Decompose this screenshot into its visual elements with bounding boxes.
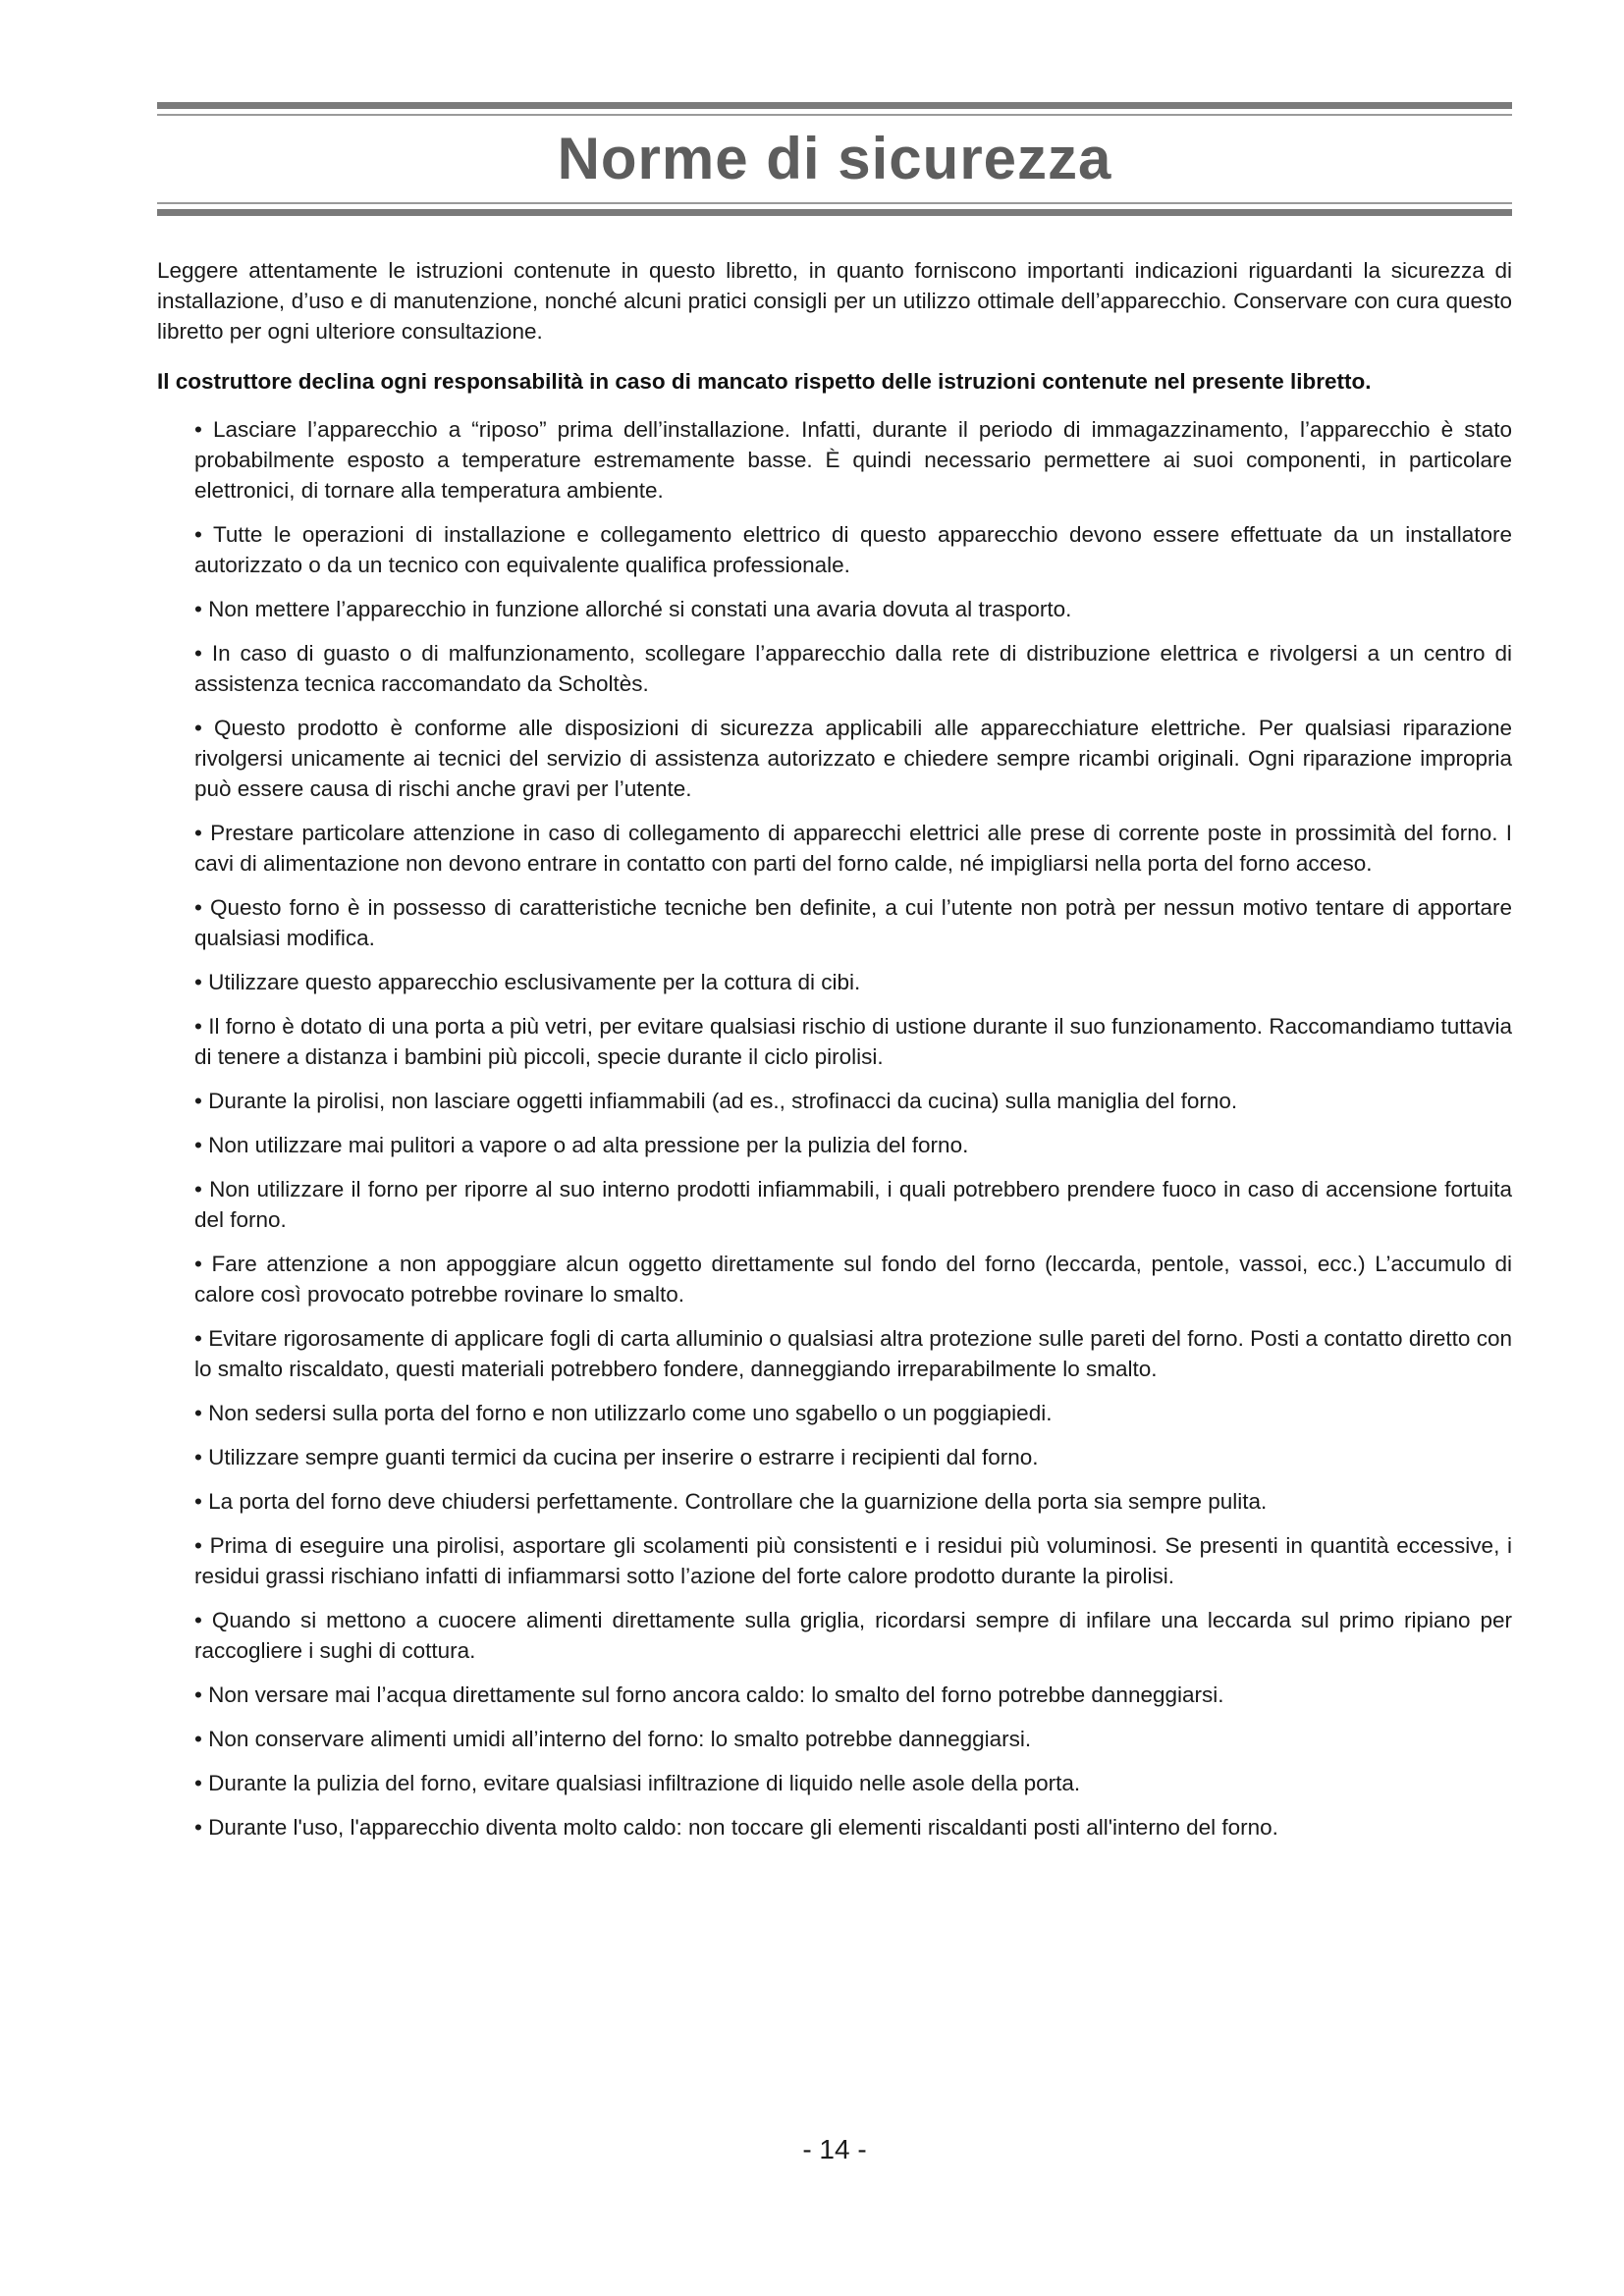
- list-item-text: Quando si mettono a cuocere alimenti direttamente sulla griglia, ricordarsi sempre di infilare una leccarda sul primo ripiano per raccogliere i sughi di cottura.: [194, 1608, 1512, 1663]
- list-item: [194, 713, 1512, 804]
- list-item: [194, 1249, 1512, 1309]
- list-item-text: La porta del forno deve chiudersi perfettamente. Controllare che la guarnizione della porta sia sempre pulita.: [208, 1489, 1268, 1514]
- bullet-icon: •: [194, 641, 202, 666]
- liability-warning: Il costruttore declina ogni responsabilità in caso di mancato rispetto delle istruzioni contenute nel presente libretto.: [157, 369, 1372, 394]
- page-title: Norme di sicurezza: [557, 126, 1112, 191]
- list-item-text: Non utilizzare mai pulitori a vapore o ad alta pressione per la pulizia del forno.: [208, 1133, 969, 1157]
- bullet-icon: •: [194, 1489, 202, 1514]
- list-item-text: Durante l'uso, l'apparecchio diventa molto caldo: non toccare gli elementi riscaldanti posti all'interno del forno.: [208, 1815, 1278, 1840]
- bullet-icon: •: [194, 1089, 202, 1113]
- list-item-text: Prestare particolare attenzione in caso di collegamento di apparecchi elettrici alle prese di corrente poste in prossimità del forno. I cavi di alimentazione non devono entrare in contatto con parti del forno calde, né impigliarsi nella porta del forno acceso.: [194, 821, 1512, 876]
- list-item-text: Non versare mai l’acqua direttamente sul forno ancora caldo: lo smalto del forno potrebbe danneggiarsi.: [208, 1682, 1224, 1707]
- bullet-icon: •: [194, 1608, 202, 1632]
- bottom-rule-thick: [157, 209, 1512, 216]
- list-item: [194, 892, 1512, 953]
- intro-paragraph: Leggere attentamente le istruzioni contenute in questo libretto, in quanto forniscono importanti indicazioni riguardanti la sicurezza di installazione, d’uso e di manutenzione, nonché alcuni pratici consigli per un utilizzo ottimale dell’apparecchio. Conservare con cura questo libretto per ogni ulteriore consultazione.: [157, 258, 1512, 344]
- bullet-icon: •: [194, 1727, 202, 1751]
- list-item: [194, 1486, 1512, 1517]
- bullet-icon: •: [194, 1771, 202, 1795]
- list-item-text: Il forno è dotato di una porta a più vetri, per evitare qualsiasi rischio di ustione durante il suo funzionamento. Raccomandiamo tuttavia di tenere a distanza i bambini più piccoli, specie durante il ciclo pirolisi.: [194, 1014, 1512, 1069]
- list-item-text: Utilizzare questo apparecchio esclusivamente per la cottura di cibi.: [208, 970, 861, 994]
- list-item-text: In caso di guasto o di malfunzionamento, scollegare l’apparecchio dalla rete di distribuzione elettrica e rivolgersi a un centro di assistenza tecnica raccomandato da Scholtès.: [194, 641, 1512, 696]
- list-item: [194, 414, 1512, 506]
- list-item-text: Non sedersi sulla porta del forno e non utilizzarlo come uno sgabello o un poggiapiedi.: [208, 1401, 1053, 1425]
- bullet-icon: •: [194, 1133, 202, 1157]
- list-item: [194, 638, 1512, 699]
- list-item: [194, 1011, 1512, 1072]
- top-rule-thin: [157, 114, 1512, 116]
- top-rule-thick: [157, 102, 1512, 109]
- list-item-text: Questo prodotto è conforme alle disposizioni di sicurezza applicabili alle apparecchiature elettriche. Per qualsiasi riparazione rivolgersi unicamente ai tecnici del servizio di assistenza autorizzato e chiedere sempre ricambi originali. Ogni riparazione impropria può essere causa di rischi anche gravi per l’utente.: [194, 716, 1512, 801]
- bullet-icon: •: [194, 417, 202, 442]
- page-number: - 14 -: [802, 2134, 867, 2164]
- title-block: [157, 102, 1512, 216]
- list-item-text: Prima di eseguire una pirolisi, asportare gli scolamenti più consistenti e i residui più voluminosi. Se presenti in quantità eccessive, i residui grassi rischiano infatti di infiammarsi sotto l’azione del forte calore prodotto durante la pirolisi.: [194, 1533, 1512, 1588]
- bullet-icon: •: [194, 895, 202, 920]
- bullet-icon: •: [194, 522, 202, 547]
- bullet-icon: •: [194, 1815, 202, 1840]
- list-item-text: Durante la pulizia del forno, evitare qualsiasi infiltrazione di liquido nelle asole della porta.: [208, 1771, 1081, 1795]
- list-item: [194, 1174, 1512, 1235]
- list-item: [194, 1724, 1512, 1754]
- list-item: [194, 1086, 1512, 1116]
- bullet-icon: •: [194, 1445, 202, 1469]
- bullet-icon: •: [194, 1682, 202, 1707]
- list-item: [194, 1605, 1512, 1666]
- bullet-icon: •: [194, 597, 202, 621]
- bullet-icon: •: [194, 821, 202, 845]
- list-item-text: Tutte le operazioni di installazione e collegamento elettrico di questo apparecchio devono essere effettuate da un installatore autorizzato o da un tecnico con equivalente qualifica professionale.: [194, 522, 1512, 577]
- bullet-icon: •: [194, 1533, 202, 1558]
- bullet-icon: •: [194, 1252, 202, 1276]
- intro-section: [157, 255, 1512, 347]
- list-item: [194, 967, 1512, 997]
- list-item-text: Fare attenzione a non appoggiare alcun oggetto direttamente sul fondo del forno (leccarda, pentole, vassoi, ecc.) L’accumulo di calore così provocato potrebbe rovinare lo smalto.: [194, 1252, 1512, 1307]
- list-item-text: Questo forno è in possesso di caratteristiche tecniche ben definite, a cui l’utente non potrà per nessun motivo tentare di apportare qualsiasi modifica.: [194, 895, 1512, 950]
- list-item-text: Durante la pirolisi, non lasciare oggetti infiammabili (ad es., strofinacci da cucina) sulla maniglia del forno.: [208, 1089, 1238, 1113]
- list-item-text: Non conservare alimenti umidi all’interno del forno: lo smalto potrebbe danneggiarsi.: [208, 1727, 1032, 1751]
- list-item: [194, 519, 1512, 580]
- list-item: [194, 1442, 1512, 1472]
- document-page: [157, 102, 1512, 2281]
- list-item: [194, 1680, 1512, 1710]
- safety-list: [157, 414, 1512, 1842]
- list-item: [194, 818, 1512, 879]
- list-item-text: Non utilizzare il forno per riporre al suo interno prodotti infiammabili, i quali potrebbero prendere fuoco in caso di accensione fortuita del forno.: [194, 1177, 1512, 1232]
- bullet-icon: •: [194, 1177, 202, 1201]
- bullet-icon: •: [194, 1401, 202, 1425]
- bullet-icon: •: [194, 716, 202, 740]
- list-item-text: Evitare rigorosamente di applicare fogli di carta alluminio o qualsiasi altra protezione sulle pareti del forno. Posti a contatto diretto con lo smalto riscaldato, questi materiali potrebbero fondere, danneggiando irreparabilmente lo smalto.: [194, 1326, 1512, 1381]
- list-item: [194, 1130, 1512, 1160]
- list-item-text: Utilizzare sempre guanti termici da cucina per inserire o estrarre i recipienti dal forno.: [208, 1445, 1039, 1469]
- list-item: [194, 1398, 1512, 1428]
- list-item-text: Non mettere l’apparecchio in funzione allorché si constati una avaria dovuta al trasporto.: [208, 597, 1072, 621]
- list-item: [194, 1812, 1512, 1842]
- bottom-rule-thin: [157, 202, 1512, 204]
- list-item: [194, 594, 1512, 624]
- bullet-icon: •: [194, 1326, 202, 1351]
- bullet-icon: •: [194, 1014, 202, 1039]
- list-item: [194, 1323, 1512, 1384]
- bullet-icon: •: [194, 970, 202, 994]
- list-item: [194, 1530, 1512, 1591]
- list-item: [194, 1768, 1512, 1798]
- list-item-text: Lasciare l’apparecchio a “riposo” prima dell’installazione. Infatti, durante il periodo di immagazzinamento, l’apparecchio è stato probabilmente esposto a temperature estremamente basse. È quindi necessario permettere ai suoi componenti, in particolare elettronici, di tornare alla temperatura ambiente.: [194, 417, 1512, 503]
